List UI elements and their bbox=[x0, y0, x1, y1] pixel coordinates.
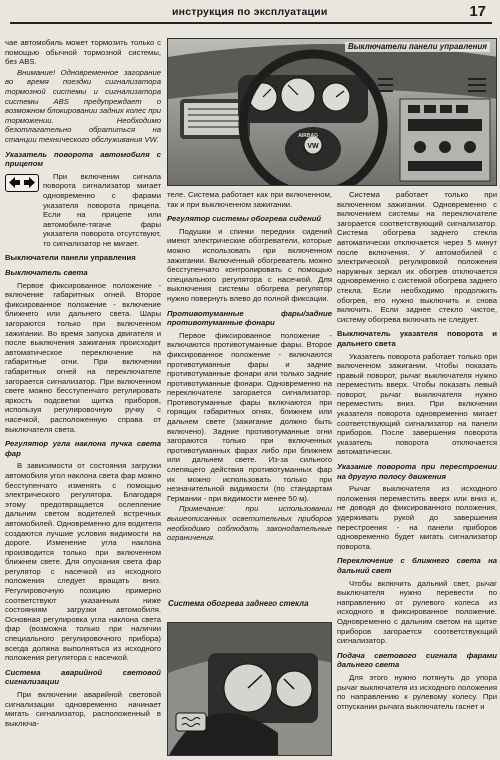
trailer-indicator-text: При включении сигнала поворота сигнализатор мигает одновременно с фарами указателя поворота прицепа. Если на прицепе или автомобиле-тягаче фары указателя поворота отсутствуют, то сигнализатор не мигает. bbox=[43, 171, 161, 248]
fog-lights-text: Первое фиксированное положение - включаются противотуманные фары. Второе фиксированное положение - включаются противотуманные фары и задние противотуманные фонари или только задние противотуманные фонари. Одновременно на переключателе загорается сигнализатор. Противотуманные фары включаются при горящих габаритных огнях, ближнем или дальнем свете (зажигание должно быть включено). Задние противотуманные огни загораются только при включенных противотуманных фарах либо при ближнем или дальнем свете. Из-за сильного слепящего действия противотуманных фар их можно использовать только при незначительной видимости (по стандартам Германии - при видимости менее 50 м). bbox=[167, 330, 332, 503]
headlight-flash-text: Для этого нужно потянуть до упора рычаг выключателя из исходного положения по направлению к рулевому колесу. При отпускании рычага выключатель гаснет и bbox=[337, 672, 497, 711]
page-number: 17 bbox=[469, 3, 486, 20]
rear-heater-text: Система работает только при включенном зажигании. Одновременно с включением системы на переключателе загорается соответствующий сигнализатор. Система обогрева заднего стекла автоматически отключается через 5 минут после включения. У автомобилей с электрической регулировкой положения наружных зеркал их обогрев отключается одновременно с системой обогрева заднего стекла. Если необходимо продолжить обогрев, его нужно выключить и снова включить. Если заднее стекло чистое, систему обогрева включать не следует. bbox=[337, 190, 497, 324]
dashboard-photo bbox=[167, 38, 497, 186]
heading-turn-signal-switch: Выключатель указателя поворота и дальнего света bbox=[337, 329, 497, 348]
rear-window-heater-photo bbox=[167, 622, 332, 756]
page-header bbox=[0, 0, 500, 28]
turn-signal-arrows-icon bbox=[5, 174, 39, 192]
header-title: инструкция по эксплуатации bbox=[172, 6, 328, 18]
light-switch-text: Первое фиксированное положение - включение габаритных огней. Второе фиксированное положение - включение ближнего или дальнего света. Шары загораются только при включенном зажигании. Во время запуска двигателя и после выключения зажигания происходит автоматическое переключение на габаритные огни. При включении габаритных огней на переключателе загорается сигнализатор. При включенном свете можно бесступенчато регулировать яркость подсветки щитка приборов, используя регулировочную ручку с насечкой, расположенную справа от выключателя света. bbox=[5, 280, 161, 434]
trailer-indicator-block bbox=[5, 172, 161, 249]
lane-change-text: Рычаг выключателя из исходного положения переместить вверх или вниз и, не доводя до фиксированного положения, удерживать рукой до завершения перестроения - на панели приборов одновременно будет мигать сигнализатор поворота. bbox=[337, 484, 497, 551]
hazard-continuation-text: теле. Система работает как при включенном, так и при выключенном зажигании. bbox=[167, 190, 332, 209]
airbag-label: AIRBAG bbox=[298, 133, 318, 139]
turn-signal-text: Указатель поворота работает только при включенном зажигании. Чтобы показать правый поворот, рычаг выключателя нужно переместить вверх. Чтобы показать левый поворот, рычаг выключателя нужно переместить вниз. При включении указателя поворота одновременно мигает соответствующий сигнализатор на панели приборов. После завершения поворота указатель поворота отключается автоматически. bbox=[337, 351, 497, 457]
headlight-tilt-text: В зависимости от состояния загрузки автомобиля угол наклона света фар можно бесступенчато изменять с помощью электрического регулятора. Благодаря этому предотвращается ослепление дальним светом водителей встречных автомобилей. Одновременно для водителя создаются лучшие условия видимости на дороге. Изменение угла наклона производится только при включенном ближнем свете. Для опускания света фар регулятор с насечкой из исходного положения следует вращать вниз. Регулировочную позицию примерно соответствуют указанным ниже состояниям загрузки автомобиля. Основная регулировка угла наклона света фар (возможна только при наличии специального регулировочного прибора) всегда должна выполняться из исходного положения регулятора с насечкой. bbox=[5, 461, 161, 663]
rear-heater-caption: Система обогрева заднего стекла bbox=[168, 599, 309, 608]
dashboard-caption: Выключатели панели управления bbox=[345, 42, 490, 52]
heading-fog-lights: Противотуманные фары/задние противотуманные фонари bbox=[167, 308, 332, 328]
header-divider bbox=[10, 22, 492, 24]
hazard-text: При включении аварийной световой сигнализации одновременно начинает мигать сигнализатор, расположенный в выключа- bbox=[5, 690, 161, 728]
warning-note: Внимание! Одновременное загорание во время поездки сигнализатора тормозной системы и сигнализатора системы ABS предупреждает о возможном блокировании задних колес при торможении. Необходимо безотлагательно обратиться на станции технического обслуживания VW. bbox=[5, 67, 161, 144]
column-middle bbox=[167, 190, 332, 610]
heading-panel-switches: Выключатели панели управления bbox=[5, 253, 136, 263]
heading-seat-heating: Регулятор системы обогрева сидений bbox=[167, 214, 322, 224]
intro-text: чае автомобиль может тормозить только с помощью обычной тормозной системы, без ABS. bbox=[5, 38, 161, 67]
column-right bbox=[337, 190, 497, 756]
seat-heating-text: Подушки и спинки передних сидений имеют электрические обогреватели, которые можно использовать при включенном зажигании. Включенный обогреватель можно бесступенчато контролировать с помощью специального регулятора с насечкой. Для выключения системы обогрева регулятор нужно повернуть влево до полной фиксации. bbox=[167, 226, 332, 303]
heading-high-beam: Переключение с ближнего света на дальний свет bbox=[337, 556, 497, 575]
heading-headlight-flash: Подача светового сигнала фарами дальнего света bbox=[337, 650, 497, 670]
heading-headlight-tilt: Регулятор угла наклона пучка света фар bbox=[5, 439, 161, 458]
heading-lane-change: Указание поворота при перестроении на другую полосу движения bbox=[337, 462, 497, 481]
fog-lights-note: Примечание: при использовании вышеописанных осветительных приборов необходимо соблюдать законодательные ограничения. bbox=[167, 504, 332, 543]
svg-text:VW: VW bbox=[307, 143, 319, 150]
heading-light-switch: Выключатель света bbox=[5, 268, 88, 278]
high-beam-text: Чтобы включить дальний свет, рычаг выключателя нужно перевести по направлению от рулевого колеса из исходного в фиксированное положение. Одновременно с дальним светом на щитке приборов загорается соответствующий сигнализатор. bbox=[337, 578, 497, 646]
heading-hazard: Система аварийной световой сигнализации bbox=[5, 667, 161, 687]
heading-trailer-indicator: Указатель поворота автомобиля с прицепом bbox=[5, 149, 161, 169]
column-left bbox=[5, 38, 161, 756]
